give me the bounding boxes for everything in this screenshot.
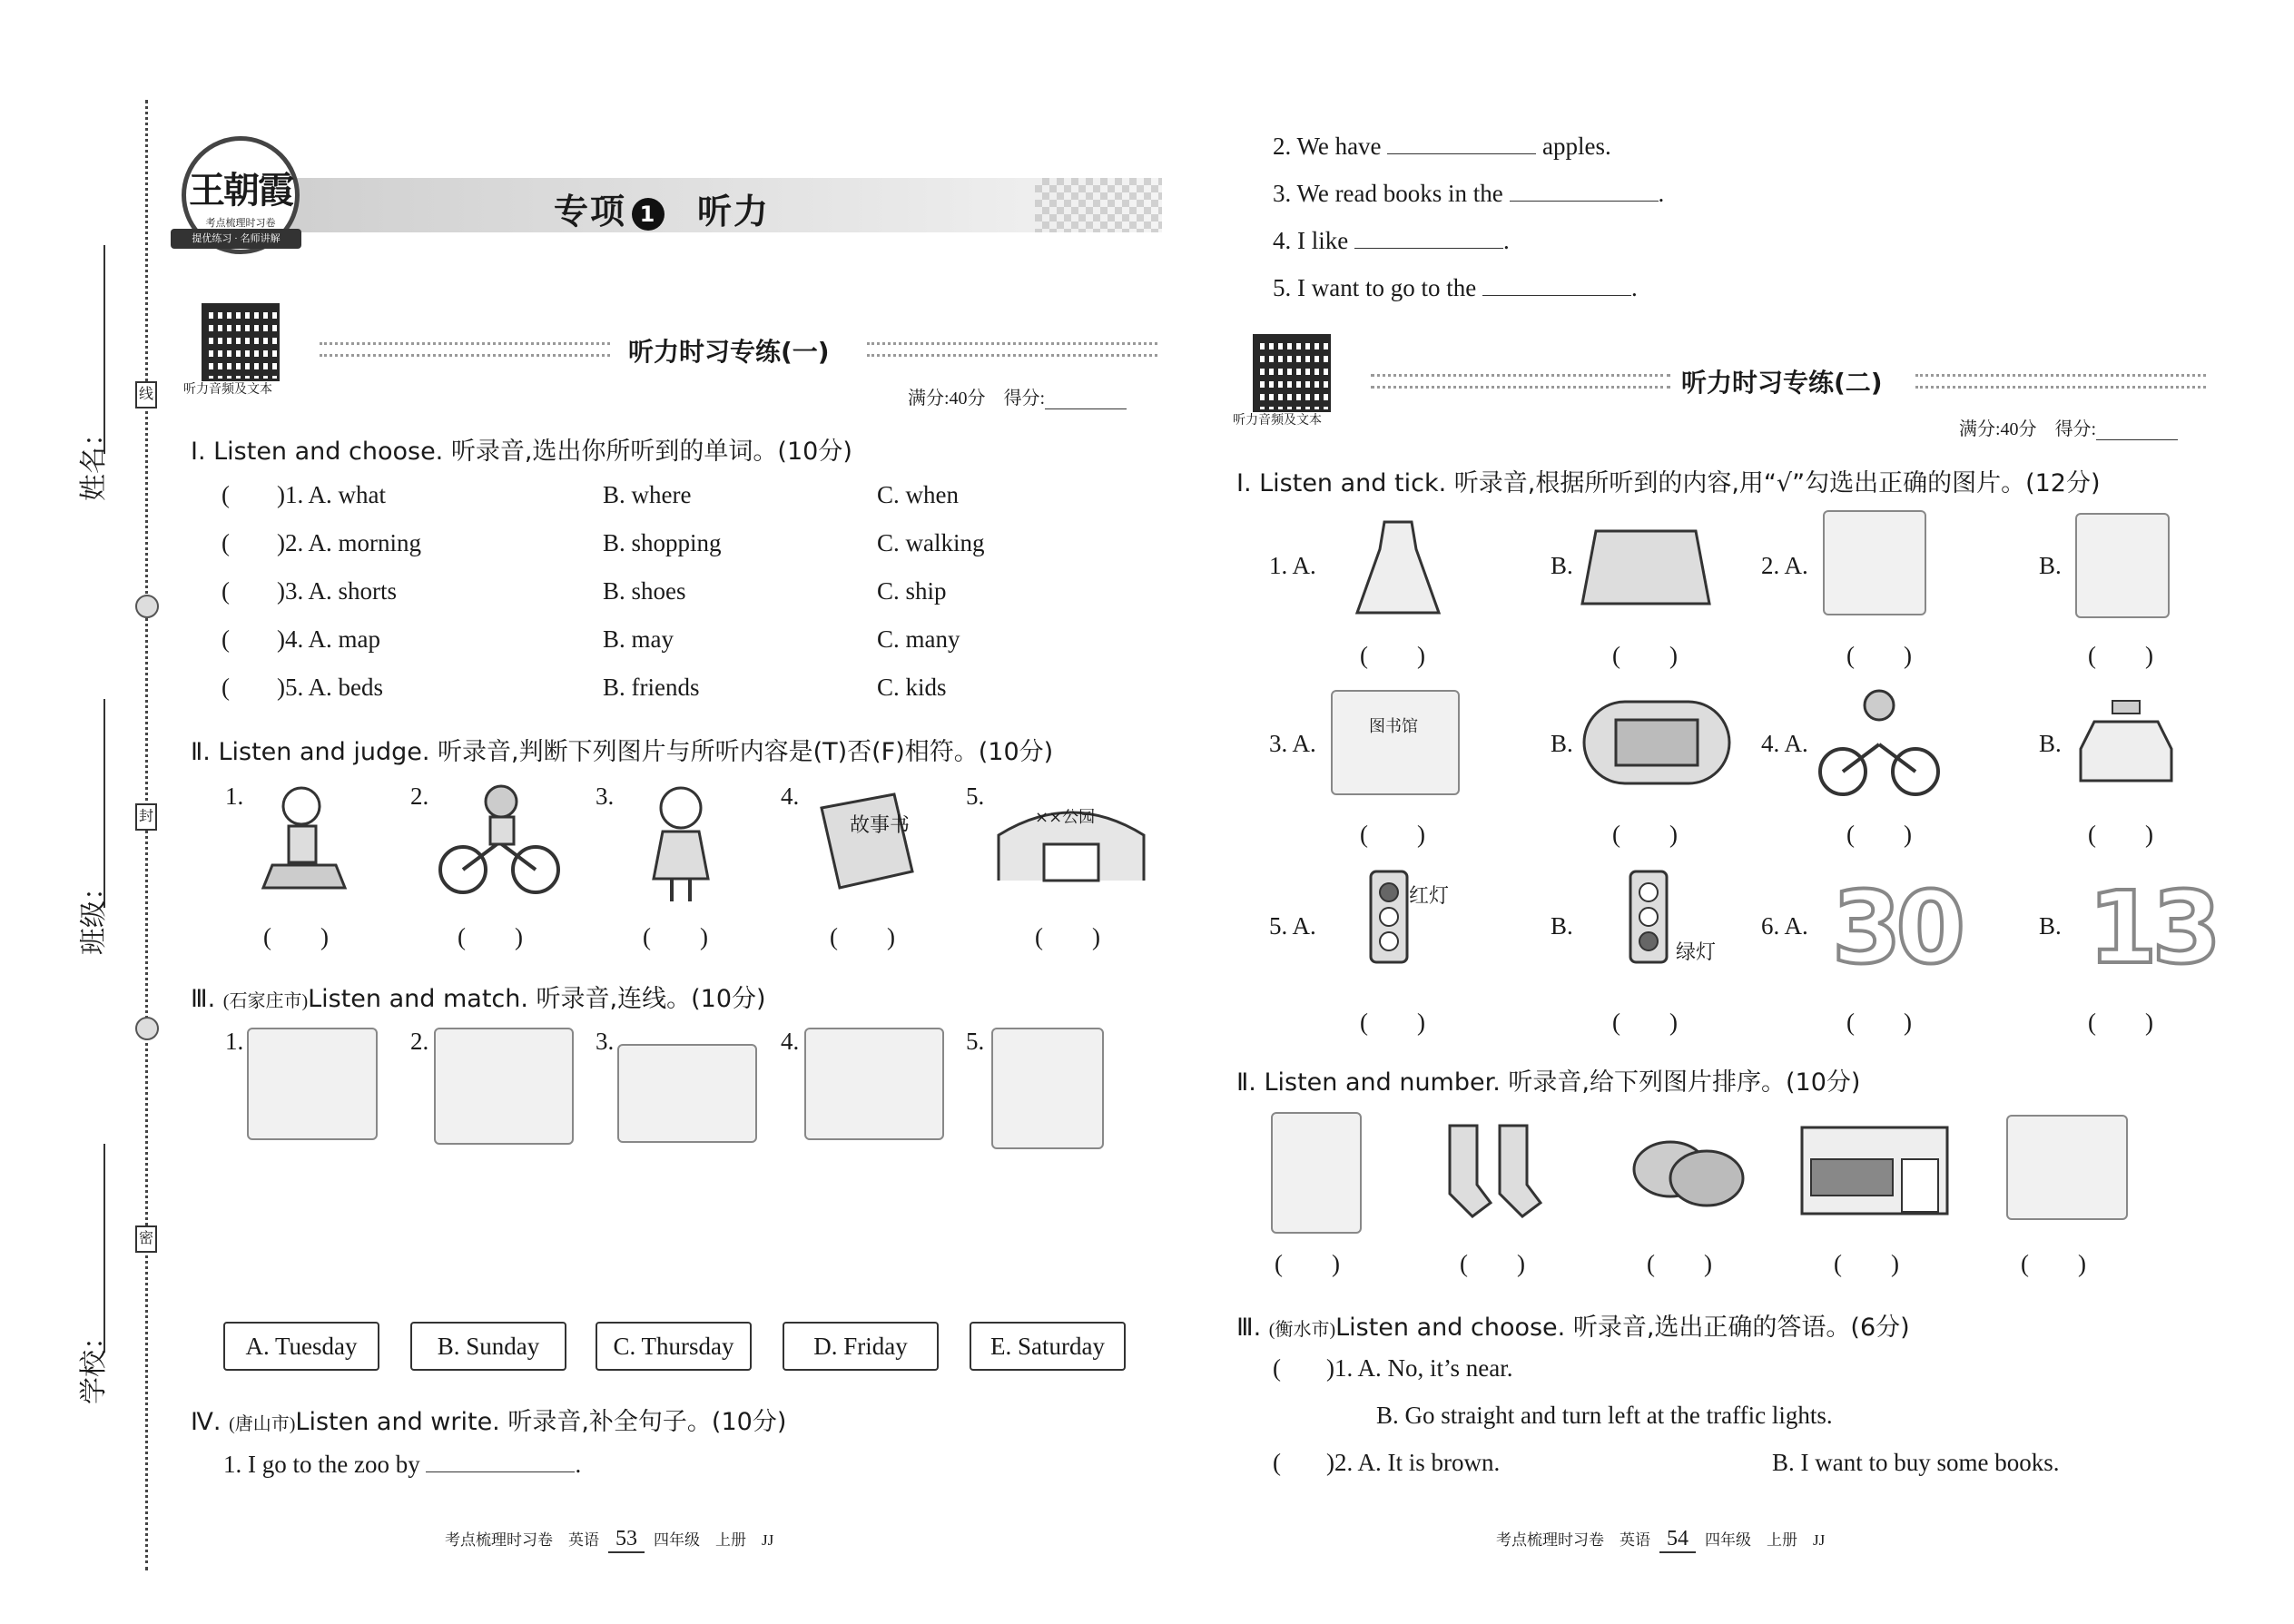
section-title-1: 听力时习专练(一) xyxy=(628,337,830,367)
number-paren[interactable]: ( ) xyxy=(1275,1250,1340,1277)
logo-subtitle: 考点梳理时习卷 xyxy=(205,217,276,229)
red-light-label: 红灯 xyxy=(1409,885,1450,908)
tick-label-6b: B. xyxy=(2039,912,2062,940)
score-label: 得分: xyxy=(1003,389,1046,408)
dress-picture xyxy=(1348,513,1448,622)
traffic-light-red-icon xyxy=(1362,867,1416,976)
question-3-heading-right: Ⅲ. (衡水市)Listen and choose. 听录音,选出正确的答语。(6分) xyxy=(1236,1314,1910,1342)
q3-num-5: 5. xyxy=(966,1028,985,1055)
write-line-1: 1. I go to the zoo by . xyxy=(223,1451,582,1478)
library-label: 图书馆 xyxy=(1369,717,1418,736)
qr-code-icon[interactable] xyxy=(1253,334,1331,412)
skirt-picture xyxy=(1578,522,1714,613)
question-2-heading-right: Ⅱ. Listen and number. 听录音,给下列图片排序。(10分) xyxy=(1236,1068,1861,1097)
boy-washing-picture xyxy=(245,779,363,897)
tick-paren[interactable]: ( ) xyxy=(1360,821,1425,848)
number-thirty: 30 xyxy=(1832,870,1961,986)
write-blank[interactable] xyxy=(426,1450,575,1472)
title-number-badge: 1 xyxy=(632,198,665,231)
answer-paren[interactable]: ( xyxy=(222,625,230,653)
qr-code-icon[interactable] xyxy=(202,303,280,381)
number-paren[interactable]: ( ) xyxy=(1647,1250,1712,1277)
option-sunday[interactable]: B. Sunday xyxy=(410,1322,566,1371)
page-number: 53 xyxy=(608,1527,645,1553)
tick-label-1a: 1. A. xyxy=(1269,552,1316,579)
option-c: C. kids xyxy=(877,674,947,701)
answer-paren[interactable]: ( xyxy=(1273,1354,1281,1382)
list-item: ( )3. A. shorts xyxy=(222,577,398,605)
class-label: 班级： xyxy=(79,873,109,955)
question-3-heading: Ⅲ. (石家庄市)Listen and match. 听录音,连线。(10分) xyxy=(191,985,766,1013)
write-blank[interactable] xyxy=(1354,226,1503,249)
option-saturday[interactable]: E. Saturday xyxy=(970,1322,1126,1371)
question-1-heading: Ⅰ. Listen and choose. 听录音,选出你所听到的单词。(10分) xyxy=(191,438,852,466)
tick-label-3a: 3. A. xyxy=(1269,730,1316,757)
tick-label-4b: B. xyxy=(2039,730,2062,757)
option-friday[interactable]: D. Friday xyxy=(783,1322,939,1371)
qr-caption: 听力音频及文本 xyxy=(183,383,272,397)
q2-num-3: 3. xyxy=(596,782,615,810)
traffic-light-green-icon xyxy=(1621,867,1676,976)
full-score: 满分:40分 xyxy=(1959,419,2037,439)
number-paren[interactable]: ( ) xyxy=(1460,1250,1525,1277)
tick-label-5a: 5. A. xyxy=(1269,912,1316,940)
tick-paren[interactable]: ( ) xyxy=(2088,1009,2153,1036)
page-number: 54 xyxy=(1659,1527,1696,1553)
tick-label-2a: 2. A. xyxy=(1761,552,1808,579)
option-c: C. many xyxy=(877,625,960,653)
tick-paren[interactable]: ( ) xyxy=(1612,1009,1678,1036)
answer-paren[interactable]: ( xyxy=(222,529,230,556)
potatoes-picture xyxy=(1629,1133,1748,1210)
boy-thinking-picture xyxy=(1271,1112,1362,1234)
storybook-label: 故事书 xyxy=(850,814,911,837)
tick-paren[interactable]: ( ) xyxy=(1360,1009,1425,1036)
q2-answer-paren-5[interactable]: ( ) xyxy=(1035,923,1100,950)
tick-label-5b: B. xyxy=(1551,912,1573,940)
cinema-picture xyxy=(617,1044,757,1143)
tick-paren[interactable]: ( ) xyxy=(1360,642,1425,669)
answer-paren[interactable]: ( xyxy=(222,674,230,701)
write-line-4: 4. I like . xyxy=(1273,227,1510,254)
binding-dotted-line xyxy=(145,100,148,1570)
score-line xyxy=(908,383,1127,409)
taxi-picture xyxy=(2072,699,2181,790)
q2-num-4: 4. xyxy=(781,782,800,810)
list-item: ( )4. A. map xyxy=(222,625,380,653)
binding-mark-feng: 封 xyxy=(135,803,157,831)
choose-line-1: ( )1. A. No, it’s near. xyxy=(1273,1354,1513,1382)
full-score: 满分:40分 xyxy=(908,389,986,408)
name-label: 姓名： xyxy=(79,419,109,501)
question-4-heading: Ⅳ. (唐山市)Listen and write. 听录音,补全句子。(10分) xyxy=(191,1408,787,1436)
choose-line-2b: B. I want to buy some books. xyxy=(1772,1449,2060,1476)
page-title xyxy=(554,183,770,233)
number-thirteen: 13 xyxy=(2088,870,2217,986)
number-paren[interactable]: ( ) xyxy=(2021,1250,2086,1277)
option-c: C. when xyxy=(877,481,959,508)
option-c: C. walking xyxy=(877,529,985,556)
playground-picture xyxy=(1580,697,1734,788)
park-label: ××公园 xyxy=(1035,808,1096,827)
tick-paren[interactable]: ( ) xyxy=(2088,821,2153,848)
option-b: B. may xyxy=(603,625,674,653)
school-label: 学校： xyxy=(79,1323,109,1404)
title-suffix: 听力 xyxy=(697,192,771,231)
write-line-5: 5. I want to go to the . xyxy=(1273,274,1638,301)
q2-num-2: 2. xyxy=(410,782,429,810)
qr-caption: 听力音频及文本 xyxy=(1233,414,1322,428)
option-b: B. shoes xyxy=(603,577,686,605)
answer-paren[interactable]: ( xyxy=(222,577,230,605)
green-light-label: 绿灯 xyxy=(1676,941,1717,964)
option-b: B. where xyxy=(603,481,692,508)
write-line-3: 3. We read books in the . xyxy=(1273,180,1665,207)
banner-checker-pattern xyxy=(1035,178,1162,232)
binding-hole-icon xyxy=(135,595,159,618)
answer-paren[interactable]: ( xyxy=(1273,1449,1281,1476)
tick-paren[interactable]: ( ) xyxy=(1846,642,1912,669)
bike-picture xyxy=(1816,685,1943,799)
list-item: ( )5. A. beds xyxy=(222,674,383,701)
write-blank[interactable] xyxy=(1482,273,1631,296)
storybook-picture xyxy=(812,790,921,894)
boy-park-picture xyxy=(2006,1115,2128,1220)
region-tag: (唐山市) xyxy=(229,1414,296,1434)
number-paren[interactable]: ( ) xyxy=(1834,1250,1899,1277)
list-item: ( )2. A. morning xyxy=(222,529,421,556)
tick-label-6a: 6. A. xyxy=(1761,912,1808,940)
tick-label-1b: B. xyxy=(1551,552,1573,579)
score-label: 得分: xyxy=(2054,419,2097,439)
q3-num-4: 4. xyxy=(781,1028,800,1055)
school-blank[interactable] xyxy=(103,1144,105,1353)
q3-num-1: 1. xyxy=(225,1028,244,1055)
q2-answer-paren-3[interactable]: ( ) xyxy=(643,923,708,950)
choose-line-2: ( )2. A. It is brown. xyxy=(1273,1449,1501,1476)
score-blank[interactable] xyxy=(2096,423,2178,440)
tick-label-3b: B. xyxy=(1551,730,1573,757)
tick-paren[interactable]: ( ) xyxy=(1612,821,1678,848)
tick-label-2b: B. xyxy=(2039,552,2062,579)
title-prefix: 专项 xyxy=(554,192,627,231)
binding-mark-xian: 线 xyxy=(135,381,157,408)
seesaw-picture xyxy=(434,1028,574,1145)
library-picture xyxy=(1331,690,1460,795)
option-tuesday[interactable]: A. Tuesday xyxy=(223,1322,379,1371)
q2-num-1: 1. xyxy=(225,782,244,810)
girl-picture xyxy=(635,779,726,906)
score-blank[interactable] xyxy=(1045,392,1127,409)
q3-num-2: 2. xyxy=(410,1028,429,1055)
logo-ribbon: 提优练习 · 名师讲解 xyxy=(171,229,301,249)
girl-music-picture xyxy=(1823,510,1926,615)
region-tag: (石家庄市) xyxy=(222,991,309,1011)
tick-paren[interactable]: ( ) xyxy=(1846,821,1912,848)
shopping-picture xyxy=(804,1028,944,1140)
footer-right: 考点梳理时习卷 英语 54 四年级 上册 JJ xyxy=(1496,1527,1825,1553)
footer-left: 考点梳理时习卷 英语 53 四年级 上册 JJ xyxy=(445,1527,773,1553)
answer-paren[interactable]: ( xyxy=(222,481,230,508)
binding-mark-mi: 密 xyxy=(135,1225,157,1253)
title-dots-left xyxy=(1371,374,1670,389)
title-dots-right xyxy=(1915,374,2206,389)
q2-answer-paren-4[interactable]: ( ) xyxy=(830,923,895,950)
binding-hole-icon xyxy=(135,1017,159,1040)
option-b: B. friends xyxy=(603,674,700,701)
title-dots-left xyxy=(320,342,610,357)
kite-flying-picture xyxy=(247,1028,378,1140)
title-dots-right xyxy=(867,342,1157,357)
q2-answer-paren-1[interactable]: ( ) xyxy=(263,923,329,950)
tick-paren[interactable]: ( ) xyxy=(1612,642,1678,669)
question-1-heading-right: Ⅰ. Listen and tick. 听录音,根据所听到的内容,用“√”勾选出正确的图片。(12分) xyxy=(1236,469,2101,497)
choose-line-1b: B. Go straight and turn left at the traffic lights. xyxy=(1376,1402,1833,1429)
q2-answer-paren-2[interactable]: ( ) xyxy=(458,923,523,950)
tick-paren[interactable]: ( ) xyxy=(1846,1009,1912,1036)
list-item: ( )1. A. what xyxy=(222,481,386,508)
score-line xyxy=(1959,414,2178,440)
q3-num-3: 3. xyxy=(596,1028,615,1055)
write-blank[interactable] xyxy=(1387,132,1536,154)
girl-cold-picture xyxy=(2075,513,2170,618)
boy-cycling-picture xyxy=(436,779,563,897)
tick-paren[interactable]: ( ) xyxy=(2088,642,2153,669)
option-thursday[interactable]: C. Thursday xyxy=(596,1322,752,1371)
region-tag: (衡水市) xyxy=(1268,1320,1336,1340)
bakery-shop-picture xyxy=(1797,1118,1952,1218)
option-b: B. shopping xyxy=(603,529,722,556)
socks-picture xyxy=(1436,1121,1554,1221)
write-line-2: 2. We have apples. xyxy=(1273,133,1611,160)
boy-studying-picture xyxy=(991,1028,1104,1149)
section-title-2: 听力时习专练(二) xyxy=(1681,368,1883,398)
question-2-heading: Ⅱ. Listen and judge. 听录音,判断下列图片与所听内容是(T)否(F)相符。(10分) xyxy=(191,738,1054,766)
q2-num-5: 5. xyxy=(966,782,985,810)
logo-text: 王朝霞 xyxy=(189,168,292,212)
option-c: C. ship xyxy=(877,577,947,605)
write-blank[interactable] xyxy=(1510,179,1659,202)
tick-label-4a: 4. A. xyxy=(1761,730,1808,757)
